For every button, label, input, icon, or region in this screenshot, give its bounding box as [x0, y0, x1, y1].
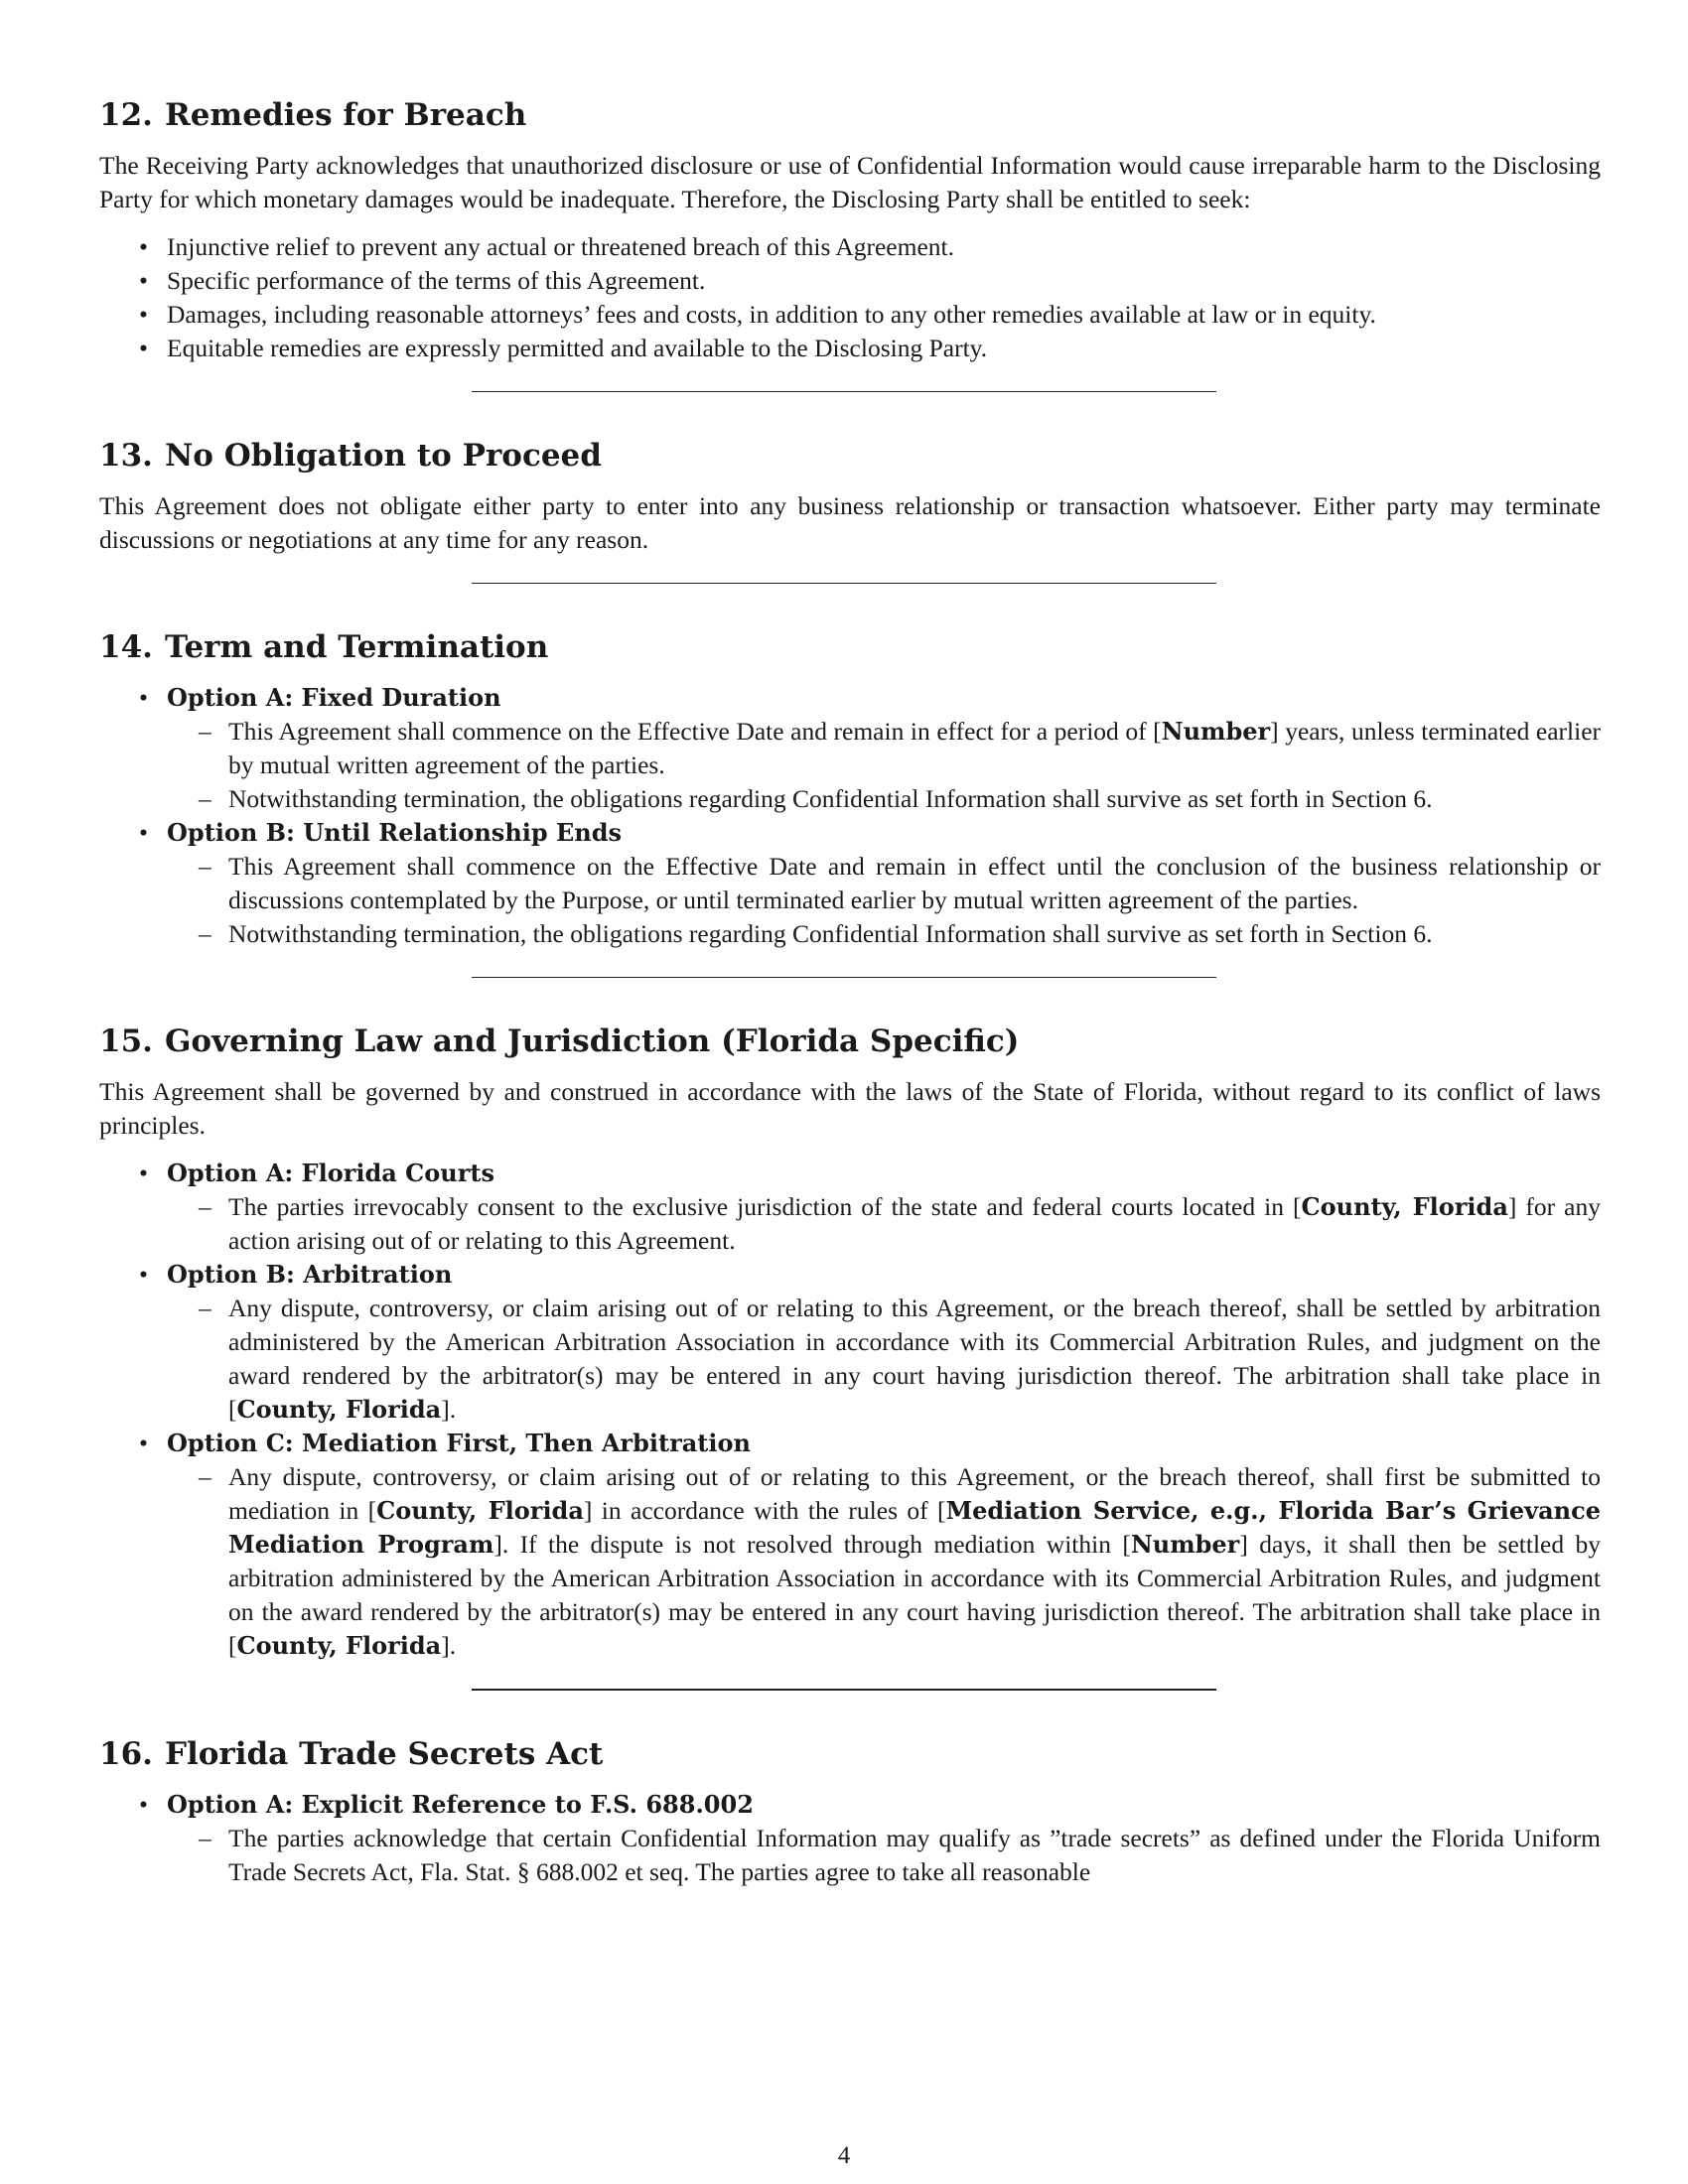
paragraph: This Agreement shall be governed by and construed in accordance with the laws of the State of Florida, without regard to its conflict of laws principles.: [99, 1077, 1601, 1140]
option-title: Option B: Until Relationship Ends: [167, 818, 623, 847]
text-run: ] for any action arising out of or relating to this Agreement.: [228, 1192, 1601, 1255]
text-run: Any dispute, controversy, or claim arising out of or relating to this Agreement, or the breach thereof, shall first be submitted to mediation in [: [228, 1462, 1601, 1525]
option-item: [167, 816, 1601, 951]
option-item: [167, 1788, 1601, 1889]
option-item: [167, 1157, 1601, 1258]
text-run: ] years, unless terminated earlier by mutual written agreement of the parties.: [228, 717, 1602, 779]
section-13: [99, 436, 1601, 557]
sub-item: [228, 1190, 1601, 1258]
list-item: • Damages, including reasonable attorneys’ fees and costs, in addition to any other remedies available at law or in equity.: [167, 298, 1601, 332]
text-run: Any dispute, controversy, or claim arising out of or relating to this Agreement, or the breach thereof, shall be settled by arbitration administered by the American Arbitration Association in accordance with its Commercial Arbitration Rules, and judgment on the award rendered by the arbitrator(s) may be entered in any court having jurisdiction thereof. The arbitration shall take place in [: [228, 1294, 1601, 1424]
document-page: [99, 95, 1601, 1889]
placeholder-bold: Number: [1161, 717, 1271, 746]
text-run: ]. If the dispute is not resolved through mediation within [: [493, 1530, 1131, 1559]
sub-item: [228, 715, 1601, 782]
option-title: Option C: Mediation First, Then Arbitration: [167, 1429, 751, 1457]
section-heading: [99, 95, 1601, 135]
bullet-list: [99, 230, 1601, 365]
section-title: Term and Termination: [164, 629, 549, 665]
placeholder-bold: County, Florida: [236, 1395, 442, 1424]
page-number: 4: [837, 2142, 851, 2169]
section-title: Florida Trade Secrets Act: [164, 1736, 604, 1772]
list-item: • Specific performance of the terms of this Agreement.: [167, 264, 1601, 298]
sub-item: – Notwithstanding termination, the obligations regarding Confidential Information shall survive as set forth in Section 6.: [228, 782, 1601, 816]
list-item: • Injunctive relief to prevent any actual or threatened breach of this Agreement.: [167, 230, 1601, 264]
placeholder-bold: County, Florida: [1301, 1192, 1508, 1221]
option-item: [167, 1427, 1601, 1663]
option-list: [99, 1157, 1601, 1663]
placeholder-bold: Mediation Service, e.g., Florida Bar’s Grievance Mediation Program: [228, 1496, 1601, 1559]
section-title: Governing Law and Jurisdiction (Florida Specific): [164, 1024, 1020, 1059]
sub-item: – The parties acknowledge that certain Confidential Information may qualify as ”trade secrets” as defined under the Florida Uniform Trade Secrets Act, Fla. Stat. § 688.002 et seq. The parties agree to take all reasonable: [228, 1822, 1601, 1889]
text-run: This Agreement shall commence on the Effective Date and remain in effect for a period of [: [228, 717, 1162, 746]
sub-list: [167, 1190, 1601, 1258]
option-item: [167, 1258, 1601, 1427]
option-item: [167, 681, 1601, 816]
section-number: 15.: [99, 1024, 153, 1059]
section-title: No Obligation to Proceed: [164, 438, 602, 474]
text-run: ] days, it shall then be settled by arbitration administered by the American Arbitration Association in accordance with its Commercial Arbitration Rules, and judgment on the award rendered by the arbitrator(s) may be entered in any court having jurisdiction thereof. The arbitration shall take place in [: [228, 1530, 1601, 1660]
section-12: [99, 95, 1601, 365]
section-divider: [472, 977, 1216, 978]
section-divider: [472, 583, 1216, 584]
placeholder-bold: County, Florida: [376, 1496, 584, 1525]
section-heading: [99, 1734, 1601, 1774]
section-title: Remedies for Breach: [164, 97, 527, 133]
section-15: [99, 1022, 1601, 1663]
sub-list: [167, 1822, 1601, 1889]
section-number: 13.: [99, 438, 153, 474]
option-list: [99, 1788, 1601, 1889]
sub-list: [167, 1460, 1601, 1663]
option-title: Option B: Arbitration: [167, 1260, 453, 1289]
placeholder-bold: County, Florida: [236, 1631, 442, 1660]
placeholder-bold: Number: [1130, 1530, 1240, 1559]
option-title: Option A: Explicit Reference to F.S. 688.002: [167, 1790, 754, 1819]
text-run: The parties irrevocably consent to the exclusive jurisdiction of the state and federal courts located in [: [228, 1192, 1302, 1221]
section-14: [99, 627, 1601, 951]
section-number: 16.: [99, 1736, 153, 1772]
section-divider: [472, 1689, 1216, 1691]
sub-item: [228, 1292, 1601, 1427]
sub-list: [167, 850, 1601, 951]
option-title: Option A: Florida Courts: [167, 1159, 494, 1187]
sub-item: – This Agreement shall commence on the Effective Date and remain in effect until the conclusion of the business relationship or discussions contemplated by the Purpose, or until terminated earlier by mutual written agreement of the parties.: [228, 850, 1601, 917]
section-number: 14.: [99, 629, 153, 665]
sub-list: [167, 1292, 1601, 1427]
section-heading: [99, 436, 1601, 476]
sub-item: [228, 1460, 1601, 1663]
text-run: ] in accordance with the rules of [: [583, 1496, 946, 1525]
sub-item: – Notwithstanding termination, the obligations regarding Confidential Information shall survive as set forth in Section 6.: [228, 917, 1601, 951]
section-number: 12.: [99, 97, 153, 133]
text-run: ].: [441, 1395, 457, 1424]
section-divider: [472, 391, 1216, 392]
section-heading: [99, 627, 1601, 667]
list-item: • Equitable remedies are expressly permitted and available to the Disclosing Party.: [167, 332, 1601, 365]
text-run: ].: [441, 1631, 457, 1660]
option-list: [99, 681, 1601, 951]
sub-list: [167, 715, 1601, 816]
section-16: [99, 1734, 1601, 1889]
option-title: Option A: Fixed Duration: [167, 683, 501, 712]
section-heading: [99, 1022, 1601, 1061]
paragraph: This Agreement does not obligate either party to enter into any business relationship or transaction whatsoever. Either party may terminate discussions or negotiations at any time for any reason.: [99, 491, 1601, 554]
paragraph: The Receiving Party acknowledges that unauthorized disclosure or use of Confidential Information would cause irreparable harm to the Disclosing Party for which monetary damages would be inadequate. Therefore, the Disclosing Party shall be entitled to seek:: [99, 151, 1601, 213]
